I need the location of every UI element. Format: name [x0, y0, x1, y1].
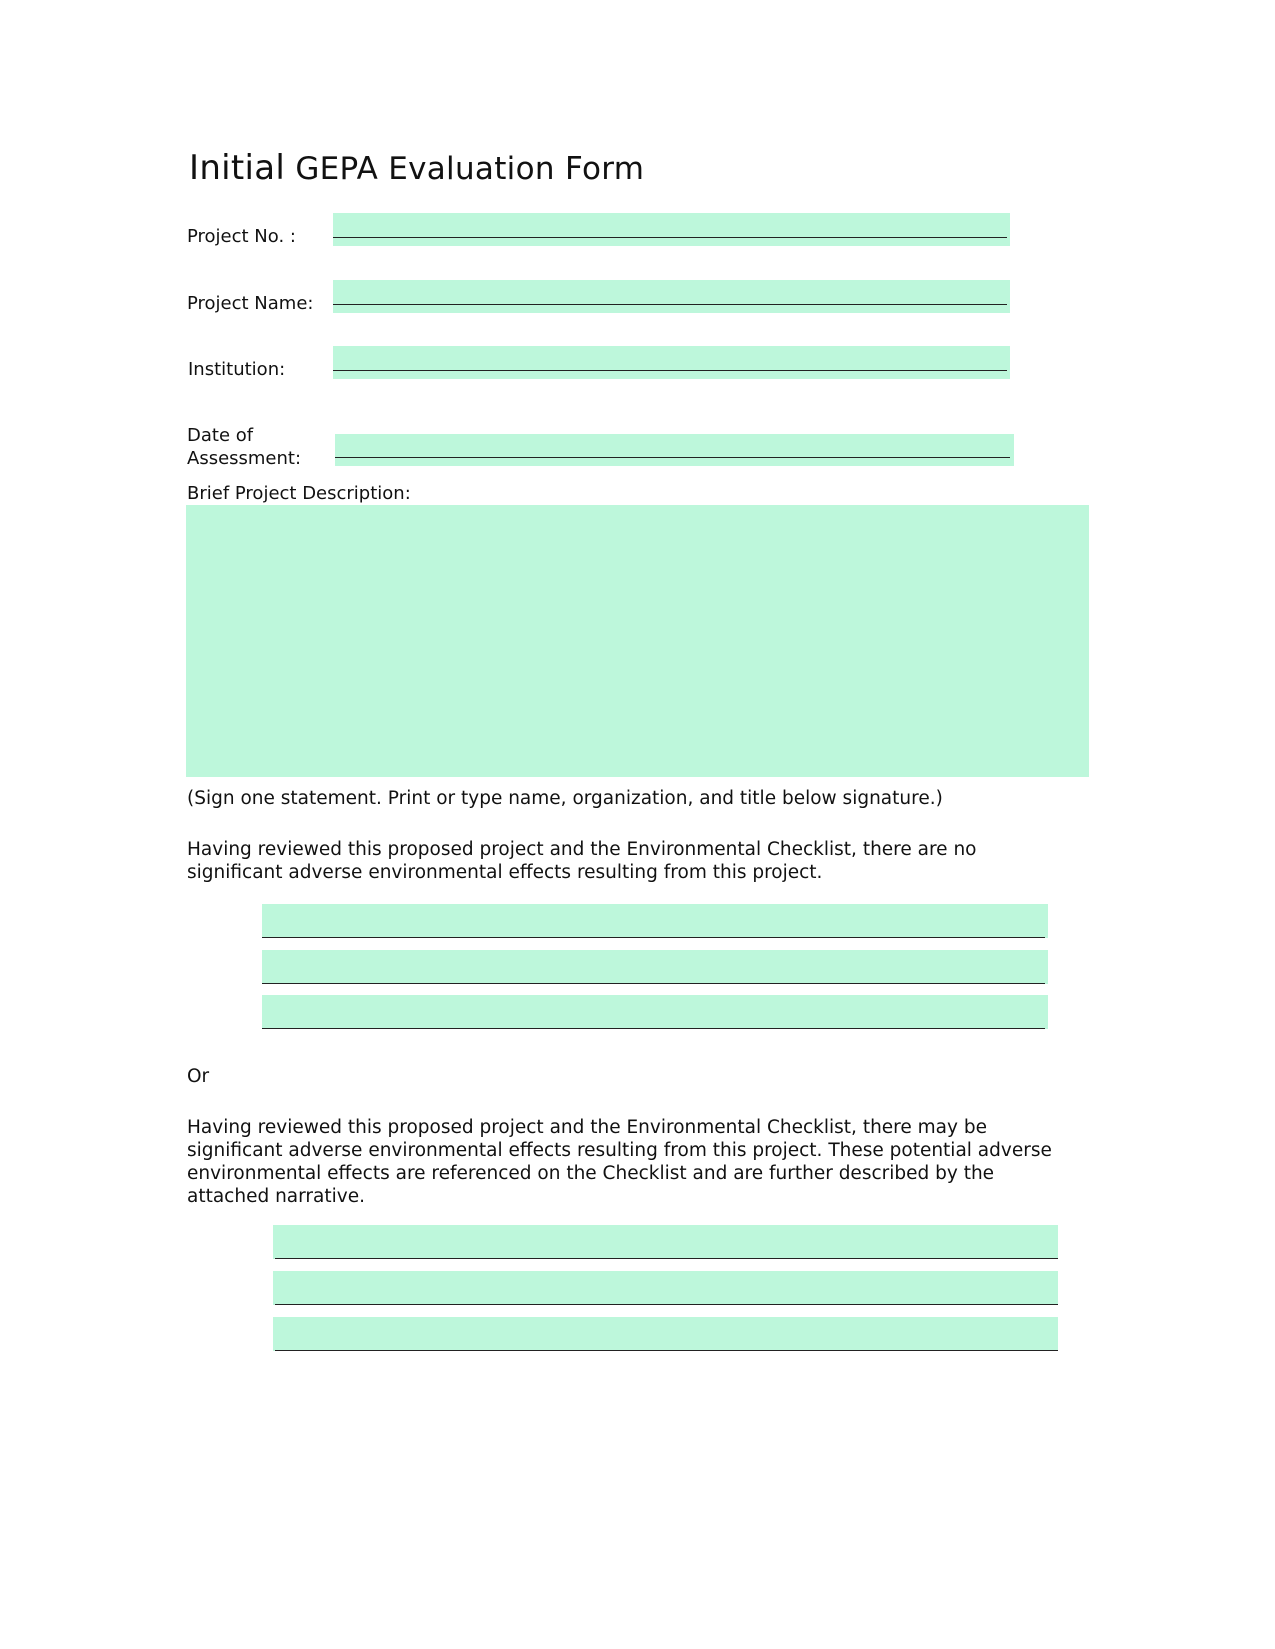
description-label: Brief Project Description:	[187, 483, 411, 504]
project-no-underline	[333, 237, 1007, 238]
statement-may-effects-line1: Having reviewed this proposed project and the Environmental Checklist, there may be	[187, 1117, 987, 1138]
institution-label: Institution:	[188, 359, 286, 380]
signature-field-1[interactable]	[262, 904, 1048, 938]
name-org-line-2	[275, 1304, 1058, 1305]
statement-no-effects-line1: Having reviewed this proposed project and the Environmental Checklist, there are no	[187, 839, 977, 860]
or-text: Or	[187, 1066, 210, 1087]
title-first-word: Initial	[189, 148, 286, 188]
name-org-field-1[interactable]	[262, 950, 1048, 984]
project-name-field[interactable]	[333, 280, 1010, 313]
date-of-assessment-label-line1: Date of	[187, 425, 254, 446]
signature-line-2	[275, 1258, 1058, 1259]
title-field-1[interactable]	[262, 995, 1048, 1029]
date-of-assessment-field[interactable]	[335, 434, 1014, 466]
project-no-label: Project No. :	[187, 226, 296, 247]
title-line-1	[262, 1028, 1045, 1029]
title-field-2[interactable]	[273, 1317, 1058, 1351]
project-name-underline	[333, 304, 1007, 305]
date-of-assessment-label-line2: Assessment:	[187, 448, 302, 469]
description-textarea[interactable]	[186, 505, 1089, 777]
institution-field[interactable]	[333, 346, 1010, 379]
title-line-2	[275, 1350, 1058, 1351]
project-name-label: Project Name:	[187, 293, 314, 314]
signature-field-2[interactable]	[273, 1225, 1058, 1259]
name-org-field-2[interactable]	[273, 1271, 1058, 1305]
project-no-field[interactable]	[333, 213, 1010, 246]
date-of-assessment-underline	[335, 457, 1010, 458]
title-rest: GEPA Evaluation Form	[295, 151, 645, 187]
institution-underline	[333, 370, 1007, 371]
sign-instructions: (Sign one statement. Print or type name, organization, and title below signature.)	[187, 788, 943, 809]
statement-may-effects-line4: attached narrative.	[187, 1186, 365, 1207]
page-title	[189, 148, 644, 188]
statement-no-effects-line2: significant adverse environmental effects resulting from this project.	[187, 862, 823, 883]
statement-may-effects-line3: environmental effects are referenced on the Checklist and are further described by the	[187, 1163, 995, 1184]
name-org-line-1	[262, 983, 1045, 984]
signature-line-1	[262, 937, 1045, 938]
statement-may-effects-line2: significant adverse environmental effects resulting from this project. These potential adverse	[187, 1140, 1052, 1161]
